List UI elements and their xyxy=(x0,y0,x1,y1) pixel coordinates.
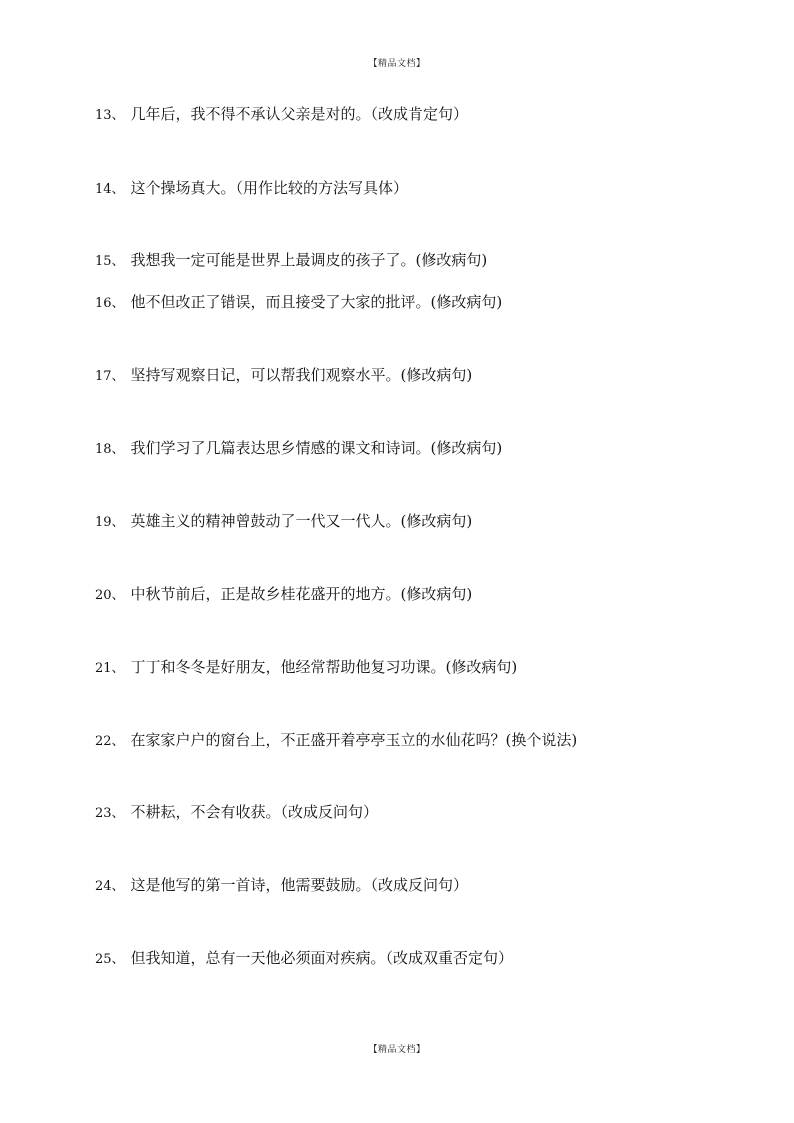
question-number: 24、 xyxy=(95,879,125,894)
question-23 xyxy=(95,802,378,824)
question-22 xyxy=(95,730,577,752)
question-24 xyxy=(95,875,468,897)
question-text: 这是他写的第一首诗，他需要鼓励。（改成反问句） xyxy=(130,876,469,894)
question-text: 这个操场真大。（用作比较的方法写具体） xyxy=(130,179,409,197)
question-text: 英雄主义的精神曾鼓动了一代又一代人。(修改病句) xyxy=(130,512,473,530)
page-header: 【精品文档】 xyxy=(368,59,426,69)
question-text: 几年后，我不得不承认父亲是对的。（改成肯定句） xyxy=(130,105,469,123)
question-number: 21、 xyxy=(95,661,125,676)
question-21 xyxy=(95,657,517,679)
question-17 xyxy=(95,365,472,387)
question-text: 但我知道，总有一天他必须面对疾病。（改成双重否定句） xyxy=(130,949,514,967)
question-number: 13、 xyxy=(95,108,125,123)
question-number: 15、 xyxy=(95,254,125,269)
question-25 xyxy=(95,948,513,970)
question-text: 在家家户户的窗台上，不正盛开着亭亭玉立的水仙花吗？(换个说法) xyxy=(130,731,578,749)
question-text: 坚持写观察日记，可以帮我们观察水平。(修改病句) xyxy=(130,366,473,384)
question-text: 中秋节前后，正是故乡桂花盛开的地方。(修改病句) xyxy=(130,585,473,603)
question-number: 14、 xyxy=(95,182,125,197)
question-19 xyxy=(95,511,472,533)
question-number: 19、 xyxy=(95,515,125,530)
question-13 xyxy=(95,104,468,126)
question-14 xyxy=(95,178,408,200)
question-20 xyxy=(95,584,472,606)
question-number: 22、 xyxy=(95,734,125,749)
question-number: 18、 xyxy=(95,442,125,457)
question-16 xyxy=(95,292,502,314)
page-footer: 【精品文档】 xyxy=(368,1045,426,1055)
question-text: 我们学习了几篇表达思乡情感的课文和诗词。(修改病句) xyxy=(130,439,503,457)
question-text: 他不但改正了错误，而且接受了大家的批评。(修改病句) xyxy=(130,293,503,311)
question-18 xyxy=(95,438,502,460)
question-text: 我想我一定可能是世界上最调皮的孩子了。(修改病句) xyxy=(130,251,488,269)
question-text: 丁丁和冬冬是好朋友，他经常帮助他复习功课。(修改病句) xyxy=(130,658,518,676)
question-number: 17、 xyxy=(95,369,125,384)
question-15 xyxy=(95,250,487,272)
question-number: 16、 xyxy=(95,296,125,311)
question-number: 23、 xyxy=(95,806,125,821)
question-text: 不耕耘，不会有收获。（改成反问句） xyxy=(130,803,379,821)
question-number: 20、 xyxy=(95,588,125,603)
question-number: 25、 xyxy=(95,952,125,967)
